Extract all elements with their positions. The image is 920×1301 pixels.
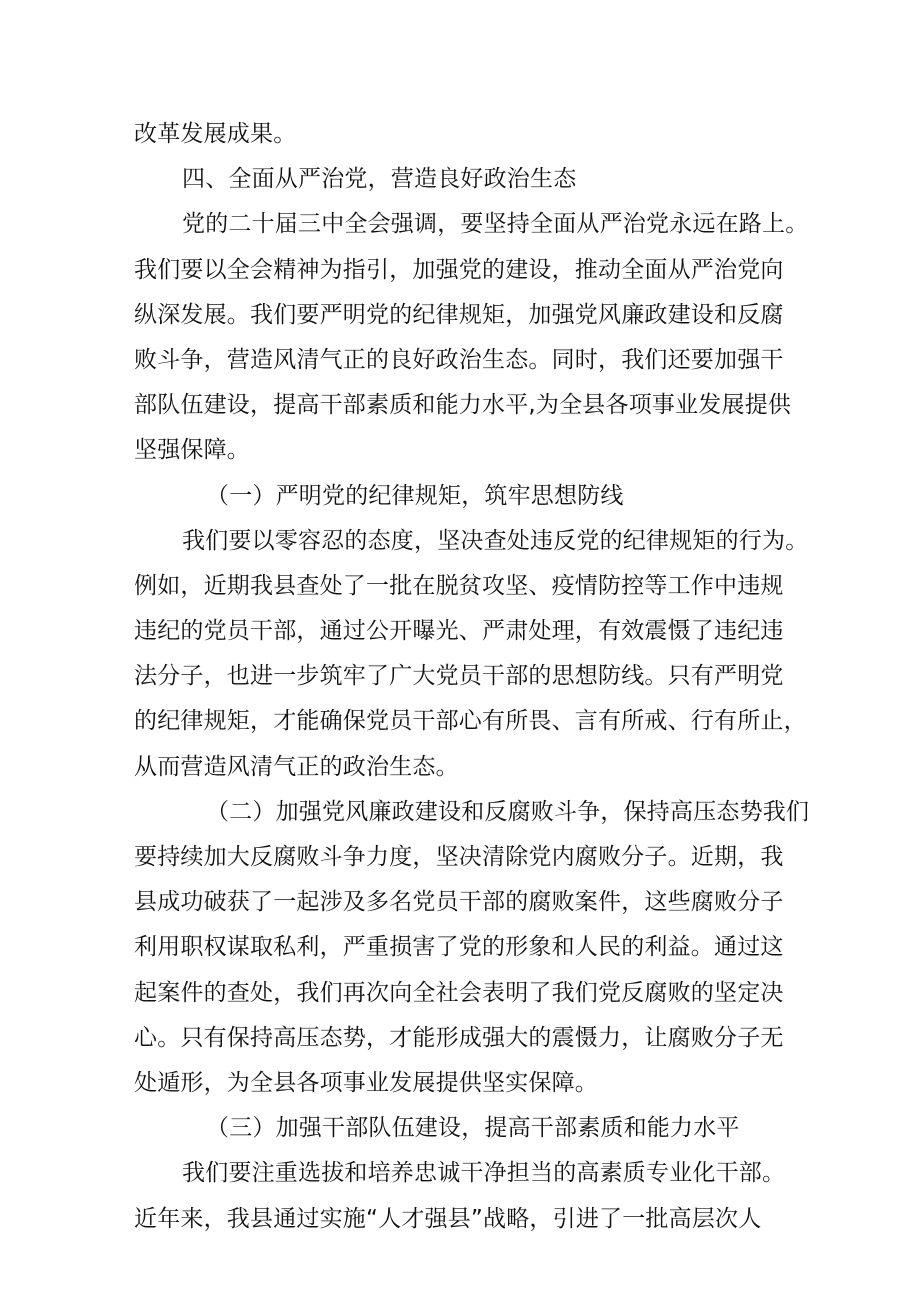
document-body (134, 112, 810, 1242)
text-line: 例如，近期我县查处了一批在脱贫攻坚、疫情防控等工作中违规 (134, 572, 784, 599)
text-line: 纵深发展。我们要严明党的纪律规矩，加强党风廉政建设和反腐 (134, 301, 784, 328)
text-line: 坚强保障。 (134, 437, 250, 464)
text-line: 败斗争，营造风清气正的良好政治生态。同时，我们还要加强干 (134, 346, 784, 373)
text-line: 从而营造风清气正的政治生态。 (134, 753, 459, 780)
subsection-heading: （一）严明党的纪律规矩，筑牢思想防线 (206, 482, 624, 509)
text-line: 处遁形，为全县各项事业发展提供坚实保障。 (134, 1069, 598, 1096)
text-line: 利用职权谋取私利，严重损害了党的形象和人民的利益。通过这 (134, 934, 784, 961)
subsection-heading: （二）加强党风廉政建设和反腐败斗争，保持高压态势我们 (206, 798, 810, 825)
text-line: 法分子，也进一步筑牢了广大党员干部的思想防线。只有严明党 (134, 663, 784, 690)
text-line: 县成功破获了一起涉及多名党员干部的腐败案件，这些腐败分子 (134, 889, 784, 916)
section-heading: 四、全面从严治党，营造良好政治生态 (182, 166, 577, 193)
text-line: 要持续加大反腐败斗争力度，坚决清除党内腐败分子。近期，我 (134, 844, 784, 870)
text-line: 我们要以零容忍的态度，坚决查处违反党的纪律规矩的行为。 (182, 527, 809, 554)
text-line: 我们要注重选拔和培养忠诚干净担当的高素质专业化干部。 (182, 1160, 786, 1187)
text-line: 近年来，我县通过实施“人才强县”战略，引进了一批高层次人 (134, 1205, 762, 1232)
subsection-heading: （三）加强干部队伍建设，提高干部素质和能力水平 (206, 1115, 740, 1142)
text-line: 部队伍建设，提高干部素质和能力水平,为全县各项事业发展提供 (134, 392, 792, 419)
text-line: 起案件的查处，我们再次向全社会表明了我们党反腐败的坚定决 (134, 979, 784, 1006)
text-line: 的纪律规矩，才能确保党员干部心有所畏、言有所戒、行有所止， (134, 708, 807, 735)
text-line: 我们要以全会精神为指引，加强党的建设，推动全面从严治党向 (134, 256, 784, 283)
text-line: 违纪的党员干部，通过公开曝光、严肃处理，有效震慑了违纪违 (134, 618, 784, 645)
text-line: 改革发展成果。 (134, 121, 297, 147)
text-line: 心。只有保持高压态势，才能形成强大的震慑力，让腐败分子无 (134, 1024, 784, 1051)
text-line: 党的二十届三中全会强调，要坚持全面从严治党永远在路上。 (182, 211, 809, 238)
